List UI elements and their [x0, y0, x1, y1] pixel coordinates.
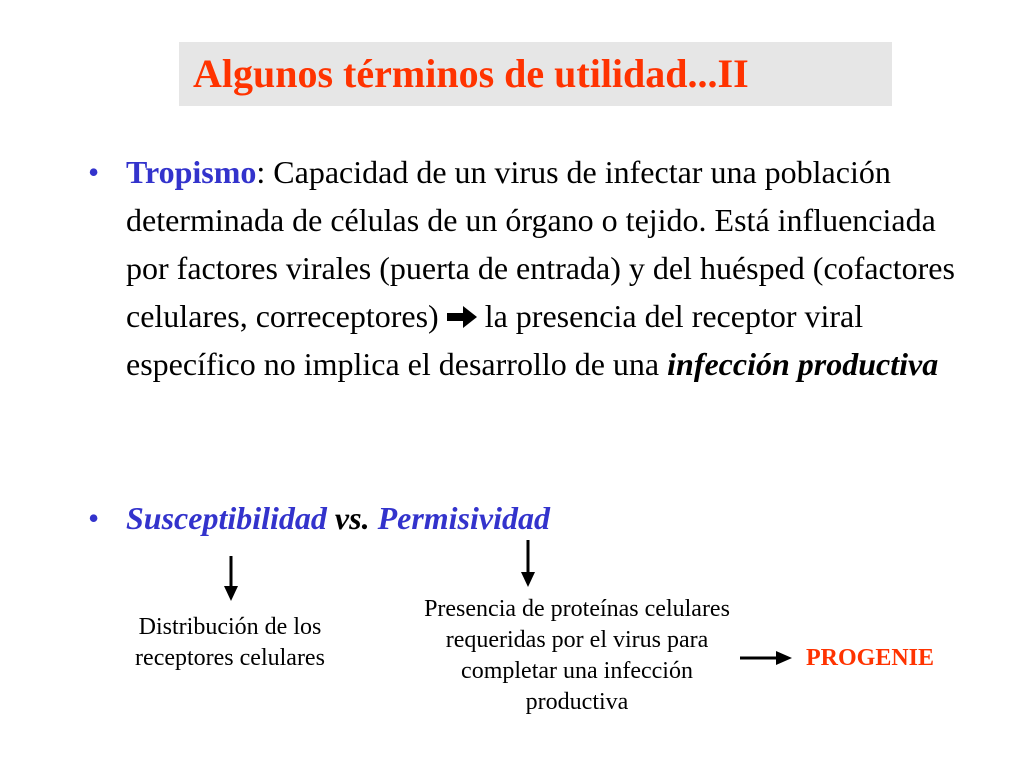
right-arrow-progenie-icon	[740, 651, 792, 665]
susceptibilidad-note: Distribución de los receptores celulares	[135, 614, 325, 671]
term-permisividad: Permisividad	[377, 500, 550, 536]
bullet-susceptibilidad	[126, 494, 956, 542]
tropismo-definition: : Capacidad de un virus de infectar una población determinada de células de un órgano o tejido. Está influenciada por factores virales (puerta de entrada) y del huésped (cofactores celulares, correceptores)	[126, 154, 955, 334]
tropismo-consequence: la presencia del receptor viral específico no implica el desarrollo de una	[126, 298, 864, 382]
title-banner	[179, 42, 892, 106]
down-arrow-susceptibilidad-icon	[224, 556, 238, 601]
term-vs: vs.	[326, 500, 378, 536]
down-arrow-permisividad-icon	[521, 540, 535, 587]
term-infeccion-productiva: infección productiva	[667, 346, 939, 382]
term-tropismo: Tropismo	[126, 154, 257, 190]
bullet-marker-2: •	[88, 500, 100, 536]
bullet-marker-1: •	[88, 154, 100, 190]
term-susceptibilidad: Susceptibilidad	[126, 500, 327, 536]
progenie-label: PROGENIE	[806, 645, 935, 671]
slide-title: Algunos términos de utilidad...II	[193, 51, 749, 96]
permisividad-note: Presencia de proteínas celulares requeridas por el virus para completar una infección productiva	[424, 596, 730, 715]
right-arrow-icon	[445, 304, 479, 330]
bullet-tropismo	[126, 148, 956, 388]
